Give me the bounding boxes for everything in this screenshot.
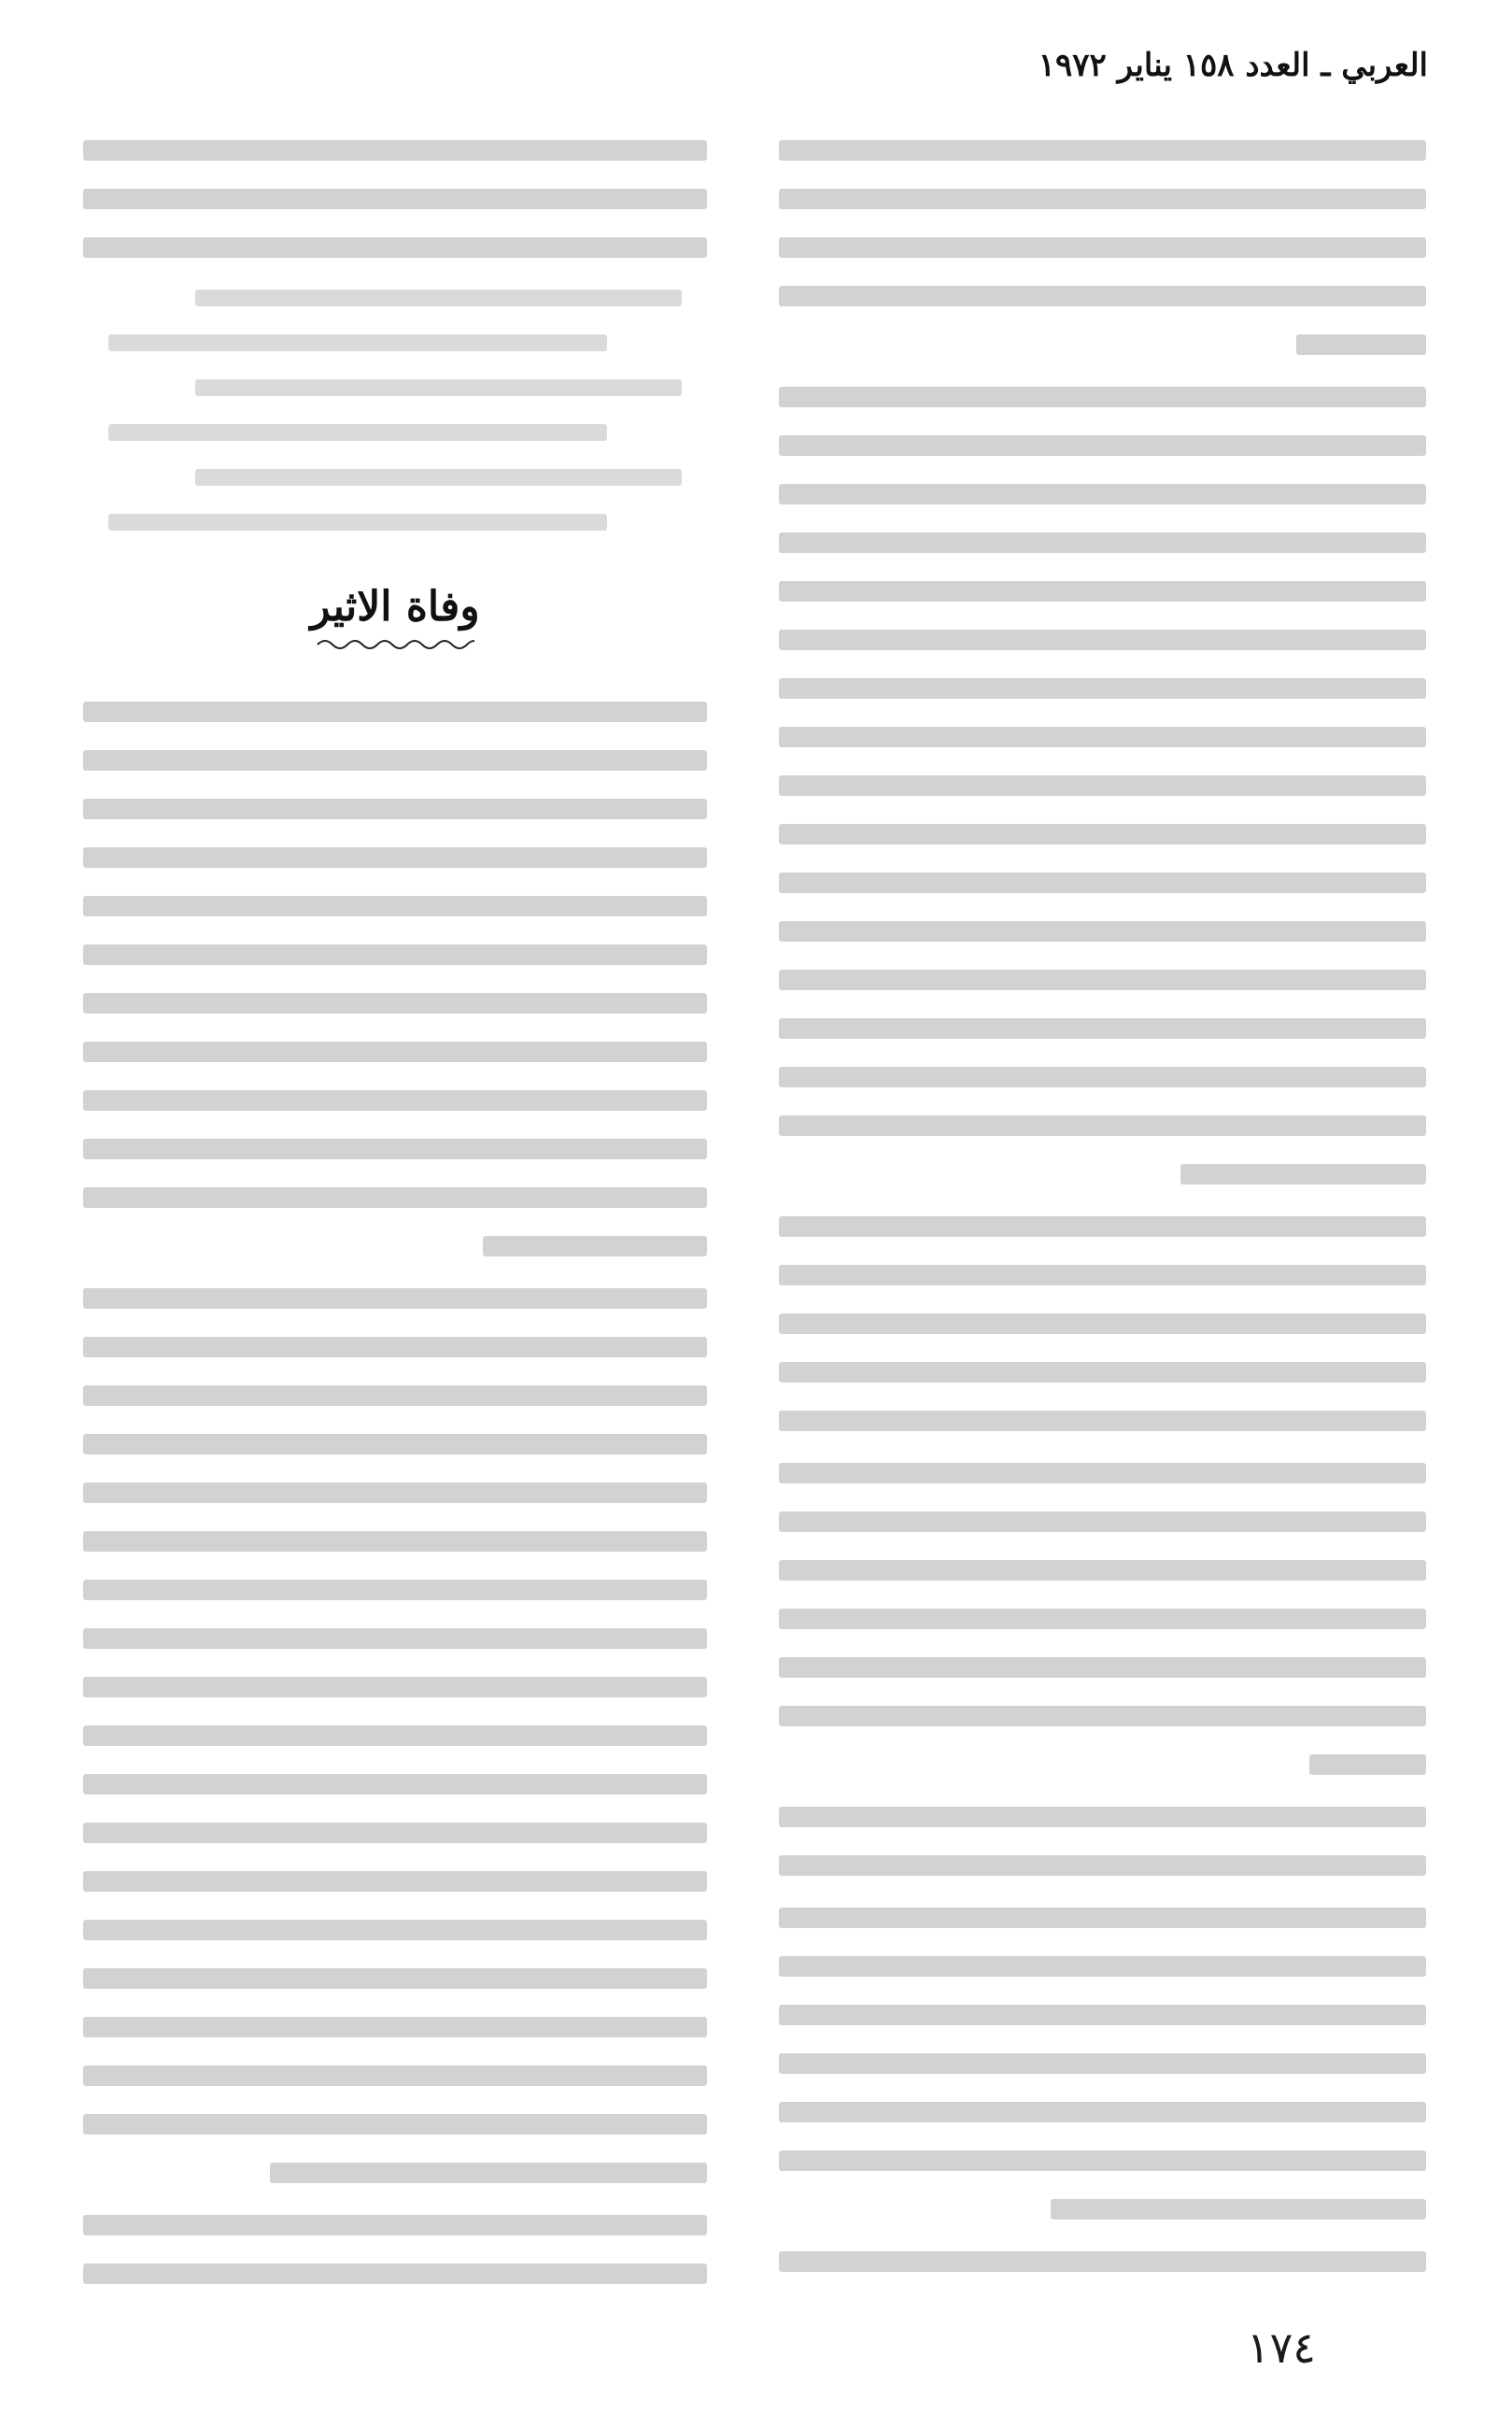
paragraph: [83, 140, 707, 258]
text-line: [83, 1628, 707, 1649]
verse-line: [195, 379, 682, 396]
text-line: [779, 189, 1426, 209]
text-line: [83, 2215, 707, 2235]
text-line: [779, 873, 1426, 893]
text-line: [779, 1511, 1426, 1532]
text-line: [779, 1411, 1426, 1431]
text-line: [83, 1871, 707, 1892]
text-line: [83, 2017, 707, 2037]
text-line: [779, 1706, 1426, 1726]
text-line: [83, 1725, 707, 1746]
text-line: [779, 2005, 1426, 2025]
text-line: [1309, 1754, 1426, 1775]
page-number: ١٧٤: [1246, 2322, 1316, 2373]
text-line: [83, 1288, 707, 1309]
paragraph: [779, 1807, 1426, 1876]
text-line: [83, 847, 707, 868]
page-header: العربي ـ العدد ١٥٨ يناير ١٩٧٢: [1038, 47, 1428, 84]
text-line: [83, 1385, 707, 1406]
text-line: [779, 1313, 1426, 1334]
paragraph: [779, 387, 1426, 1185]
text-line: [779, 2053, 1426, 2074]
section-heading: وفاة الاثير: [310, 583, 480, 631]
paragraph: [779, 1216, 1426, 1431]
text-line: [83, 1434, 707, 1454]
text-line: [83, 1187, 707, 1208]
text-line: [83, 2065, 707, 2086]
text-line: [83, 1042, 707, 1062]
paragraph: [83, 1288, 707, 2183]
text-line: [779, 435, 1426, 456]
text-line: [779, 1463, 1426, 1483]
text-line: [779, 581, 1426, 602]
text-line: [779, 970, 1426, 990]
text-line: [83, 1483, 707, 1503]
text-line: [779, 532, 1426, 553]
text-line: [779, 286, 1426, 306]
text-line: [83, 2114, 707, 2135]
text-line: [83, 702, 707, 722]
text-line: [779, 237, 1426, 258]
text-line: [83, 896, 707, 916]
text-line: [779, 484, 1426, 504]
paragraph: [83, 2215, 707, 2284]
text-line: [779, 1908, 1426, 1928]
paragraph: [779, 2251, 1426, 2272]
text-line: [779, 2150, 1426, 2171]
verse-line: [108, 334, 607, 351]
text-line: [779, 2102, 1426, 2122]
text-line: [779, 1216, 1426, 1237]
paragraph: [779, 1908, 1426, 2220]
text-line: [83, 1090, 707, 1111]
text-line: [83, 189, 707, 209]
text-line: [779, 140, 1426, 161]
text-line: [1051, 2199, 1426, 2220]
paragraph: [779, 140, 1426, 355]
verse-line: [108, 514, 607, 531]
text-line: [83, 237, 707, 258]
text-line: [83, 1677, 707, 1697]
text-line: [779, 387, 1426, 407]
column-right: [779, 140, 1426, 2304]
text-line: [83, 1823, 707, 1843]
text-line: [779, 1807, 1426, 1827]
paragraph: [779, 1463, 1426, 1775]
text-line: [779, 2251, 1426, 2272]
text-line: [1296, 334, 1426, 355]
text-line: [779, 1018, 1426, 1039]
text-line: [83, 2263, 707, 2284]
heading-ornament: [316, 636, 474, 653]
text-line: [779, 1362, 1426, 1383]
text-line: [779, 921, 1426, 942]
text-line: [779, 678, 1426, 699]
text-line: [779, 1657, 1426, 1678]
text-line: [83, 1531, 707, 1552]
text-line: [779, 824, 1426, 844]
text-line: [83, 944, 707, 965]
text-line: [83, 1139, 707, 1159]
text-line: [779, 1609, 1426, 1629]
text-line: [83, 1774, 707, 1795]
text-line: [83, 1337, 707, 1357]
text-line: [83, 1580, 707, 1600]
text-line: [483, 1236, 707, 1256]
text-line: [779, 1560, 1426, 1581]
verse-line: [195, 290, 682, 306]
text-line: [779, 630, 1426, 650]
text-line: [1180, 1164, 1426, 1185]
poem: [83, 290, 707, 531]
text-line: [83, 993, 707, 1014]
text-line: [779, 1115, 1426, 1136]
text-line: [779, 727, 1426, 747]
paragraph: [83, 702, 707, 1256]
text-line: [83, 750, 707, 771]
text-line: [779, 775, 1426, 796]
text-line: [779, 1265, 1426, 1285]
text-line: [83, 799, 707, 819]
text-line: [83, 140, 707, 161]
text-line: [779, 1956, 1426, 1977]
text-line: [779, 1067, 1426, 1087]
verse-line: [108, 424, 607, 441]
text-line: [83, 1920, 707, 1940]
verse-line: [195, 469, 682, 486]
column-left: [83, 140, 707, 2316]
text-line: [779, 1855, 1426, 1876]
text-line: [270, 2163, 707, 2183]
text-line: [83, 1968, 707, 1989]
